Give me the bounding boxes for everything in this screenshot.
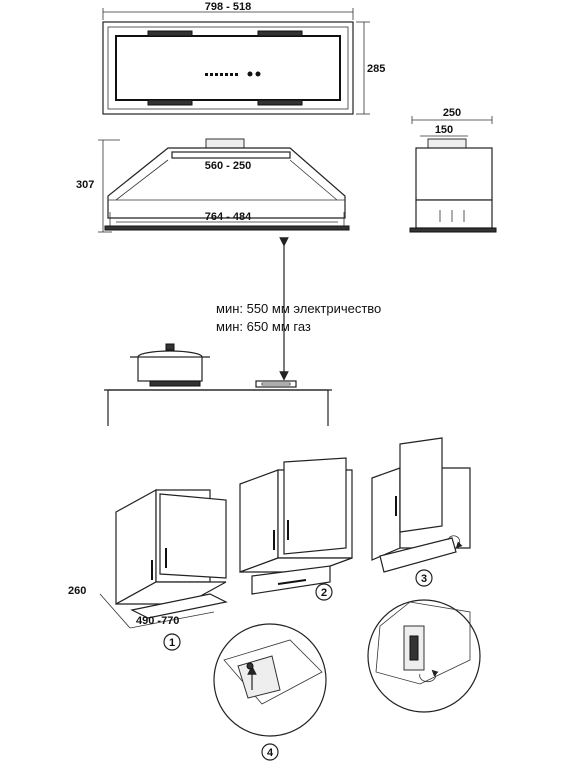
cabinet-door xyxy=(284,458,346,554)
cabinet-door xyxy=(160,494,226,578)
side-outlet xyxy=(428,139,466,148)
top-view xyxy=(103,1,385,114)
gas-clearance-text: мин: 650 мм газ xyxy=(216,319,311,334)
step-3-illustration xyxy=(372,438,470,586)
step-4-number: 4 xyxy=(266,747,274,759)
front-height-label: 307 xyxy=(76,179,95,191)
top-width-label: 798 - 518 xyxy=(204,1,252,13)
step-1-illustration xyxy=(68,490,226,650)
front-view xyxy=(76,139,349,232)
side-depth-label: 250 xyxy=(442,107,462,119)
step-2-illustration xyxy=(240,458,352,600)
cabinet-door xyxy=(400,438,442,532)
step-1-number: 1 xyxy=(168,637,176,649)
side-body xyxy=(416,148,492,200)
top-clip xyxy=(148,31,192,36)
step-4-detail xyxy=(214,600,480,760)
cooking-pot xyxy=(130,344,210,381)
side-view xyxy=(410,107,496,232)
hood-front-bottom-strip xyxy=(105,226,349,230)
counter-top xyxy=(108,390,328,426)
front-bottom-width-label: 764 - 484 xyxy=(204,211,252,223)
outlet-collar xyxy=(206,139,244,148)
clearance-section xyxy=(104,242,381,426)
screw-icon xyxy=(247,663,253,669)
step-2-number: 2 xyxy=(320,587,328,599)
burner-left xyxy=(150,381,200,386)
front-inner-width-label: 560 - 250 xyxy=(204,160,252,172)
side-inner-label: 150 xyxy=(434,124,454,136)
cabinet-depth-label: 260 xyxy=(68,585,87,597)
cabinet-width-label: 490 -770 xyxy=(136,615,180,627)
step-3-number: 3 xyxy=(420,573,428,585)
cabinet-side xyxy=(240,470,278,572)
detail-latch xyxy=(410,636,418,660)
top-clip xyxy=(258,31,302,36)
hood-front-top-band xyxy=(172,152,290,158)
bottom-clip xyxy=(258,100,302,105)
side-lower-body xyxy=(416,200,492,228)
side-bottom-strip xyxy=(410,228,496,232)
top-depth-label: 285 xyxy=(367,63,386,75)
electric-clearance-text: мин: 550 мм электричество xyxy=(216,301,382,316)
bottom-clip xyxy=(148,100,192,105)
